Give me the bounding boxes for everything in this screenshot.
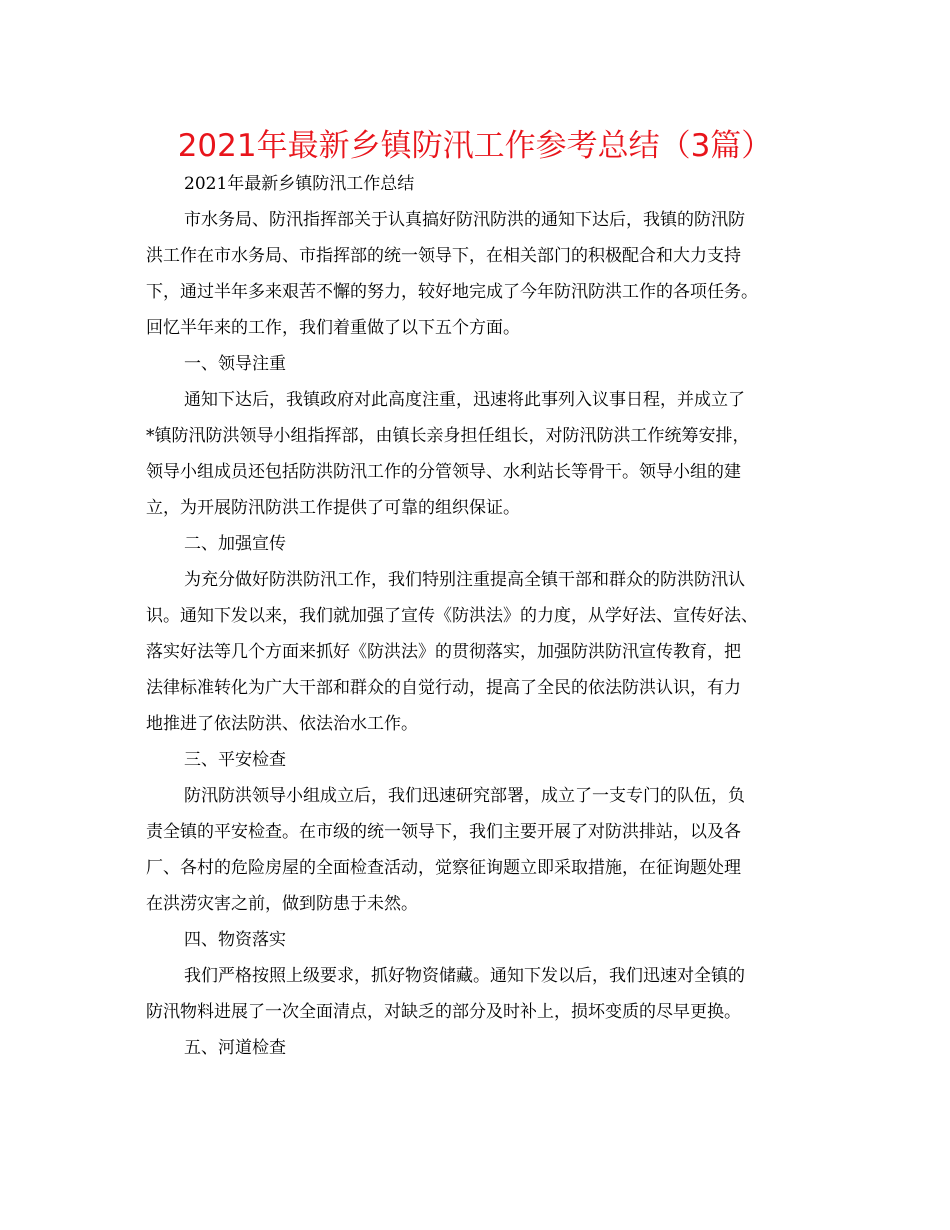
intro-paragraph xyxy=(146,202,808,346)
paragraph-line: 识。通知下发以来，我们就加强了宣传《防洪法》的力度，从学好法、宣传好法、 xyxy=(146,606,758,626)
paragraph-line: 为充分做好防洪防汛工作，我们特别注重提高全镇干部和群众的防洪防汛认 xyxy=(184,570,745,590)
document-title: 2021年最新乡镇防汛工作参考总结（3篇） xyxy=(177,128,773,164)
section-heading-2: 二、加强宣传 xyxy=(184,534,286,554)
paragraph-line: 洪工作在市水务局、市指挥部的统一领导下，在相关部门的积极配合和大力支持 xyxy=(146,246,741,266)
section-heading-4: 四、物资落实 xyxy=(184,930,286,950)
section-paragraph-4 xyxy=(146,958,808,1030)
section-heading-1: 一、领导注重 xyxy=(184,354,286,374)
paragraph-line: 责全镇的平安检查。在市级的统一领导下，我们主要开展了对防洪排站，以及各 xyxy=(146,822,741,842)
section-heading-5: 五、河道检查 xyxy=(184,1038,286,1058)
section-paragraph-1 xyxy=(146,382,808,526)
paragraph-line: 领导小组成员还包括防洪防汛工作的分管领导、水利站长等骨干。领导小组的建 xyxy=(146,462,741,482)
document-subtitle: 2021年最新乡镇防汛工作总结 xyxy=(184,174,415,194)
paragraph-line: 回忆半年来的工作，我们着重做了以下五个方面。 xyxy=(146,318,520,338)
paragraph-line: 落实好法等几个方面来抓好《防洪法》的贯彻落实，加强防洪防汛宣传教育，把 xyxy=(146,642,741,662)
paragraph-line: 在洪涝灾害之前，做到防患于未然。 xyxy=(146,894,418,914)
paragraph-line: 防汛防洪领导小组成立后，我们迅速研究部署，成立了一支专门的队伍，负 xyxy=(184,786,745,806)
paragraph-line: 下，通过半年多来艰苦不懈的努力，较好地完成了今年防汛防洪工作的各项任务。 xyxy=(146,282,758,302)
paragraph-line: 市水务局、防汛指挥部关于认真搞好防汛防洪的通知下达后，我镇的防汛防 xyxy=(184,210,745,230)
section-paragraph-3 xyxy=(146,778,808,922)
section-heading-3: 三、平安检查 xyxy=(184,750,286,770)
document-body xyxy=(146,166,808,1066)
paragraph-line: 立，为开展防汛防洪工作提供了可靠的组织保证。 xyxy=(146,498,520,518)
paragraph-line: 防汛物料进展了一次全面清点，对缺乏的部分及时补上，损坏变质的尽早更换。 xyxy=(146,1002,741,1022)
paragraph-line: 地推进了依法防洪、依法治水工作。 xyxy=(146,714,418,734)
paragraph-line: 我们严格按照上级要求，抓好物资储藏。通知下发以后，我们迅速对全镇的 xyxy=(184,966,745,986)
paragraph-line: *镇防汛防洪领导小组指挥部，由镇长亲身担任组长，对防汛防洪工作统筹安排， xyxy=(146,426,750,446)
paragraph-line: 厂、各村的危险房屋的全面检查活动，觉察征询题立即采取措施，在征询题处理 xyxy=(146,858,741,878)
paragraph-line: 法律标准转化为广大干部和群众的自觉行动，提高了全民的依法防洪认识，有力 xyxy=(146,678,741,698)
paragraph-line: 通知下达后，我镇政府对此高度注重，迅速将此事列入议事日程，并成立了 xyxy=(184,390,745,410)
section-paragraph-2 xyxy=(146,562,808,742)
